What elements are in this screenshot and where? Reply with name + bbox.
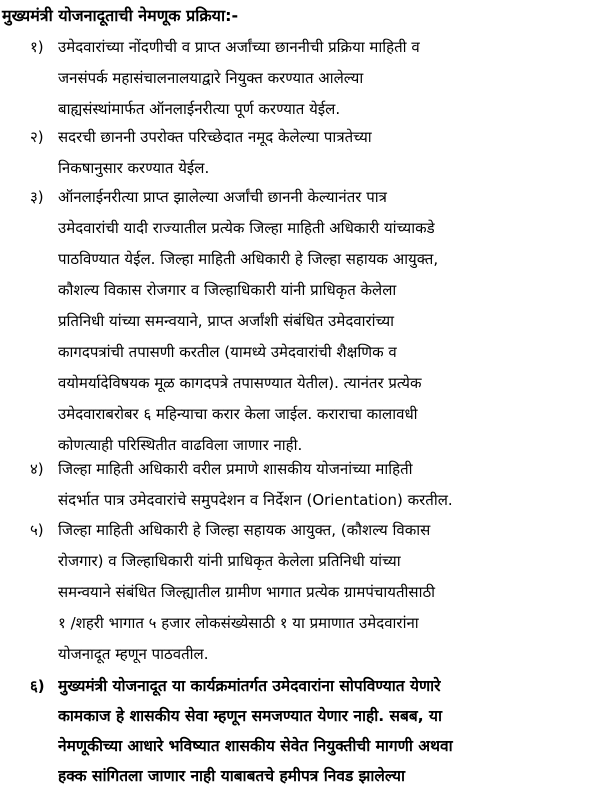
item-line: उमेदवाराबरोबर ६ महिन्याचा करार केला जाईल. कराराचा कालावधी [58,405,418,423]
item-line: मुख्यमंत्री योजनादूत या कार्यक्रमांतर्गत उमेदवारांना सोपविण्यात येणारे [58,677,441,695]
item-line: उमेदवारांची यादी राज्यातील प्रत्येक जिल्हा माहिती अधिकारी यांच्याकडे [58,219,435,237]
item-number: १) [30,38,44,56]
item-line: समन्वयाने संबंधित जिल्ह्यातील ग्रामीण भागात प्रत्येक ग्रामपंचायतीसाठी [58,583,436,601]
item-line: बाह्यसंस्थांमार्फत ऑनलाईनरीत्या पूर्ण करण्यात येईल. [58,100,341,118]
item-line: योजनादूत म्हणून पाठवतील. [58,645,209,663]
item-number: २) [30,128,44,146]
item-line: जिल्हा माहिती अधिकारी हे जिल्हा सहायक आयुक्त, (कौशल्य विकास [58,521,431,539]
item-line: ऑनलाईनरीत्या प्राप्त झालेल्या अर्जांची छाननी केल्यानंतर पात्र [58,188,387,206]
item-line: नेमणूकीच्या आधारे भविष्यात शासकीय सेवेत नियुक्तीची मागणी अथवा [58,737,453,755]
item-line: कौशल्य विकास रोजगार व जिल्हाधिकारी यांनी प्राधिकृत केलेला [58,281,397,299]
item-line: १ /शहरी भागात ५ हजार लोकसंख्येसाठी १ या प्रमाणात उमेदवारांना [58,614,419,632]
item-line: जनसंपर्क महासंचालनालयाद्वारे नियुक्त करण्यात आलेल्या [58,69,364,87]
item-line: हक्क सांगितला जाणार नाही याबाबतचे हमीपत्र निवड झालेल्या [58,767,406,785]
item-line: निकषानुसार करण्यात येईल. [58,159,210,177]
item-number: ६) [30,677,45,695]
item-line: प्रतिनिधी यांच्या समन्वयाने, प्राप्त अर्जांशी संबंधित उमेदवारांच्या [58,312,395,330]
item-line: कामकाज हे शासकीय सेवा म्हणून समजण्यात येणार नाही. सबब, या [58,707,442,725]
item-line: संदर्भात पात्र उमेदवारांचे समुपदेशन व निर्देशन (Orientation) करतील. [58,491,453,509]
item-line: जिल्हा माहिती अधिकारी वरील प्रमाणे शासकीय योजनांच्या माहिती [58,460,413,478]
item-number: ३) [30,188,44,206]
item-line: कागदपत्रांची तपासणी करतील (यामध्ये उमेदवारांची शैक्षणिक व [58,343,397,361]
item-number: ४) [30,460,44,478]
item-number: ५) [30,521,44,539]
section-heading: मुख्यमंत्री योजनादूताची नेमणूक प्रक्रिया:- [2,6,239,25]
item-line: वयोमर्यादेविषयक मूळ कागदपत्रे तपासण्यात येतील). त्यानंतर प्रत्येक [58,374,422,392]
item-line: सदरची छाननी उपरोक्त परिच्छेदात नमूद केलेल्या पात्रतेच्या [58,128,372,146]
item-line: पाठविण्यात येईल. जिल्हा माहिती अधिकारी हे जिल्हा सहायक आयुक्त, [58,250,439,268]
item-line: कोणत्याही परिस्थितीत वाढविला जाणार नाही. [58,436,303,454]
item-line: उमेदवारांच्या नोंदणीची व प्राप्त अर्जांच्या छाननीची प्रक्रिया माहिती व [58,38,420,56]
item-line: रोजगार) व जिल्हाधिकारी यांनी प्राधिकृत केलेला प्रतिनिधी यांच्या [58,552,401,570]
